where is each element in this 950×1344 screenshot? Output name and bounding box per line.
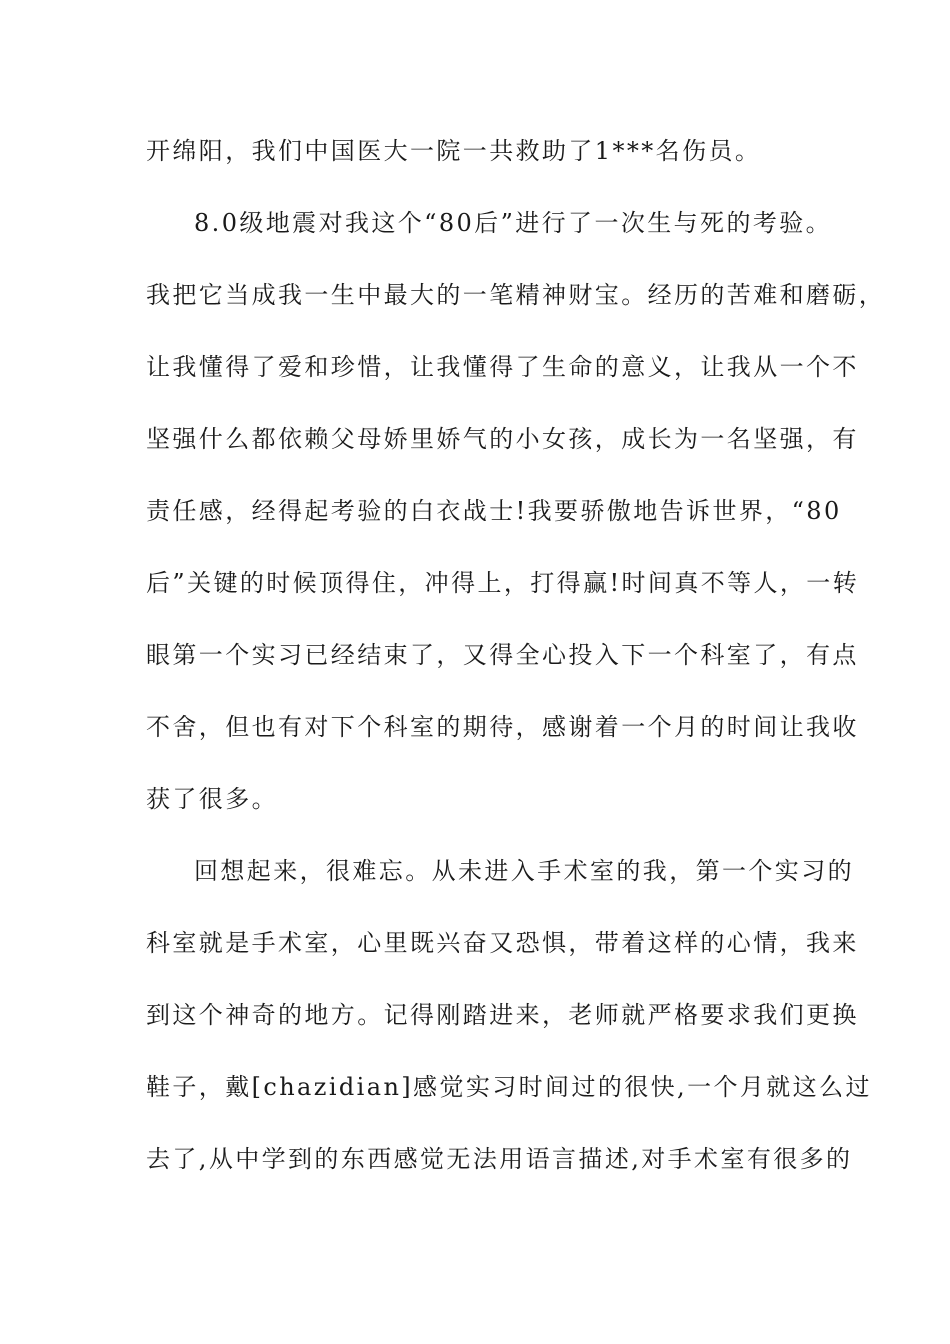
text-line: 到这个神奇的地方。记得刚踏进来，老师就严格要求我们更换 [146,1001,859,1029]
text-line: 开绵阳，我们中国医大一院一共救助了1***名伤员。 [146,137,762,165]
text-line: 去了,从中学到的东西感觉无法用语言描述,对手术室有很多的 [146,1145,853,1173]
text-line: 获了很多。 [146,785,278,813]
text-line: 坚强什么都依赖父母娇里娇气的小女孩，成长为一名坚强，有 [146,425,859,453]
text-line: 眼第一个实习已经结束了，又得全心投入下一个科室了，有点 [146,641,859,669]
paragraph-first-line: 8.0级地震对我这个“80后”进行了一次生与死的考验。 [194,209,833,237]
paragraph-first-line: 回想起来，很难忘。从未进入手术室的我，第一个实习的 [194,857,854,885]
text-line: 我把它当成我一生中最大的一笔精神财宝。经历的苦难和磨砺， [146,281,886,309]
text-line: 鞋子，戴[chazidian]感觉实习时间过的很快,一个月就这么过 [146,1073,872,1101]
text-line: 责任感，经得起考验的白衣战士!我要骄傲地告诉世界，“80 [146,497,842,525]
text-line: 后”关键的时候顶得住，冲得上，打得赢!时间真不等人，一转 [146,569,860,597]
text-line: 科室就是手术室，心里既兴奋又恐惧，带着这样的心情，我来 [146,929,859,957]
text-line: 不舍，但也有对下个科室的期待，感谢着一个月的时间让我收 [146,713,859,741]
text-line: 让我懂得了爱和珍惜，让我懂得了生命的意义，让我从一个不 [146,353,859,381]
